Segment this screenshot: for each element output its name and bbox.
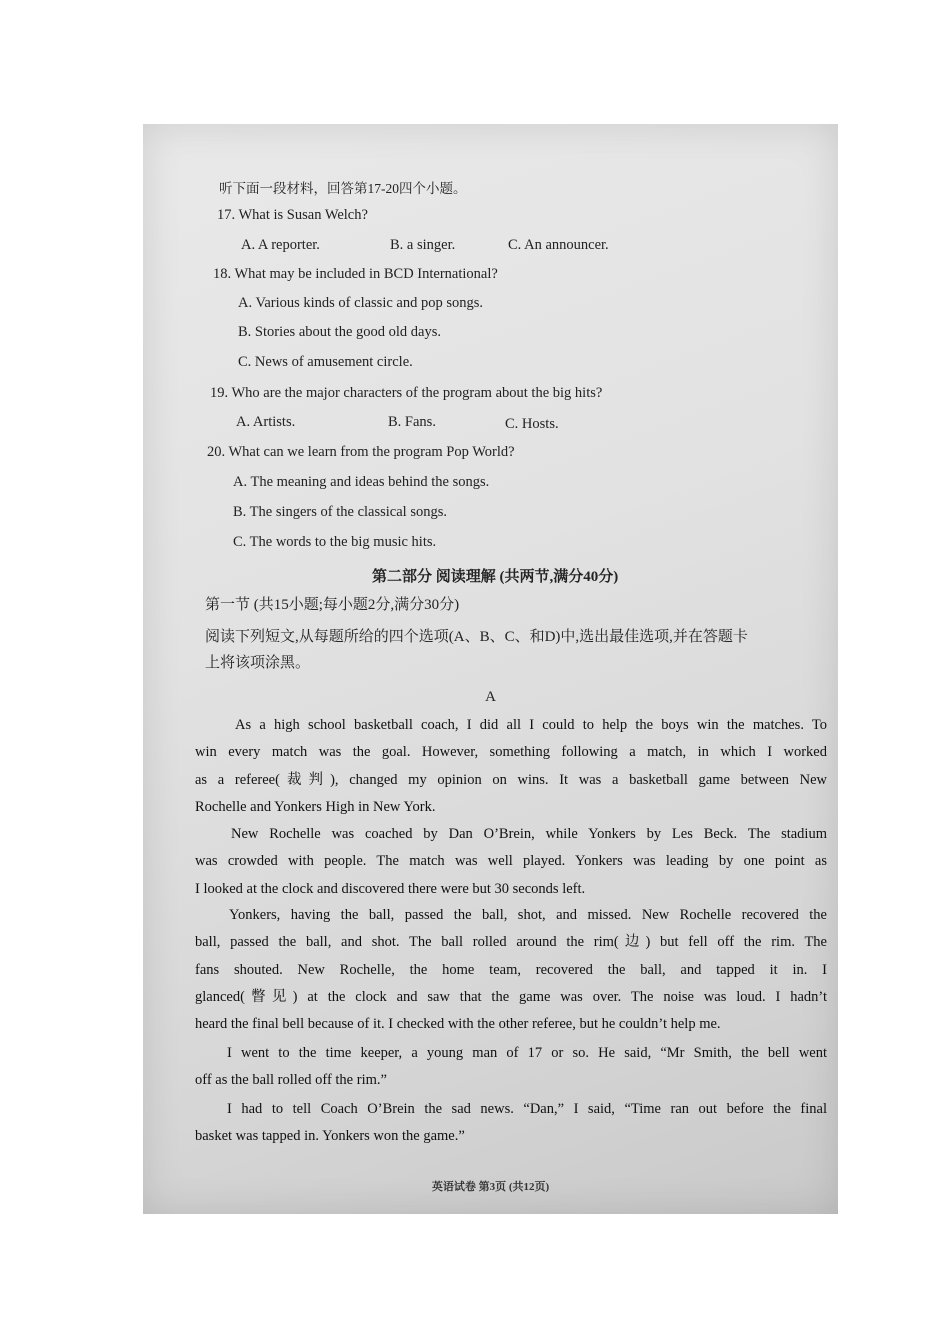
question-17: 17. What is Susan Welch?: [217, 207, 368, 223]
paragraph-line: win every match was the goal. However, something following a match, in which I worked: [195, 744, 827, 761]
q18-option-c: C. News of amusement circle.: [238, 354, 413, 370]
paragraph-line: I went to the time keeper, a young man of 17 or so. He said, “Mr Smith, the bell went: [227, 1045, 827, 1061]
paragraph-line: New Rochelle was coached by Dan O’Brein, while Yonkers by Les Beck. The stadium: [231, 826, 827, 842]
paragraph-line: glanced(瞥见) at the clock and saw that the game was over. The noise was loud. I hadn’t: [195, 988, 827, 1005]
question-18: 18. What may be included in BCD International?: [213, 266, 498, 282]
passage-paragraph-5: [195, 1096, 827, 1151]
paragraph-line: off as the ball rolled off the rim.”: [195, 1072, 387, 1089]
question-20: 20. What can we learn from the program Pop World?: [207, 444, 515, 460]
q20-option-a: A. The meaning and ideas behind the songs.: [233, 474, 490, 490]
paragraph-line: fans shouted. New Rochelle, the home team, recovered the ball, and tapped it in. I: [195, 961, 827, 978]
paragraph-line: Yonkers, having the ball, passed the ball, shot, and missed. New Rochelle recovered the: [229, 907, 827, 923]
reading-instruction-line-2: 上将该项涂黑。: [205, 655, 311, 671]
exam-page-photo: [143, 124, 838, 1214]
paragraph-line: I looked at the clock and discovered there were but 30 seconds left.: [195, 880, 586, 897]
passage-paragraph-2: [195, 821, 827, 903]
paragraph-line: heard the final bell because of it. I checked with the other referee, but he couldn’t help me.: [195, 1016, 721, 1033]
passage-paragraph-3: [195, 902, 827, 1038]
q17-option-a: A. A reporter.: [241, 237, 320, 253]
q17-option-c: C. An announcer.: [508, 237, 609, 253]
passage-paragraph-1: [195, 712, 827, 821]
passage-label: A: [485, 689, 496, 705]
paragraph-line: basket was tapped in. Yonkers won the game.”: [195, 1128, 465, 1145]
paragraph-line: As a high school basketball coach, I did all I could to help the boys win the matches. To: [235, 717, 827, 733]
q17-option-b: B. a singer.: [390, 237, 456, 253]
paragraph-line: I had to tell Coach O’Brein the sad news. “Dan,” I said, “Time ran out before the final: [227, 1101, 827, 1117]
paragraph-line: was crowded with people. The match was well played. Yonkers was leading by one point as: [195, 853, 827, 870]
paragraph-line: ball, passed the ball, and shot. The ball rolled around the rim(边) but fell off the rim. The: [195, 934, 827, 951]
q19-option-c: C. Hosts.: [505, 416, 559, 432]
page-footer: 英语试卷 第3页 (共12页): [431, 1181, 550, 1193]
q18-option-b: B. Stories about the good old days.: [238, 324, 441, 340]
listening-instruction: 听下面一段材料，回答第17-20四个小题。: [219, 181, 467, 196]
passage-paragraph-4: [195, 1040, 827, 1095]
part-two-title: 第二部分 阅读理解 (共两节,满分40分): [372, 569, 619, 585]
paragraph-line: Rochelle and Yonkers High in New York.: [195, 798, 436, 815]
q18-option-a: A. Various kinds of classic and pop songs.: [238, 295, 484, 311]
q20-option-b: B. The singers of the classical songs.: [233, 504, 447, 520]
q20-option-c: C. The words to the big music hits.: [233, 534, 437, 550]
q19-option-b: B. Fans.: [388, 414, 436, 430]
question-19: 19. Who are the major characters of the program about the big hits?: [210, 385, 603, 401]
q19-option-a: A. Artists.: [236, 414, 296, 430]
reading-instruction-line-1: 阅读下列短文,从每题所给的四个选项(A、B、C、和D)中,选出最佳选项,并在答题卡: [205, 629, 748, 645]
paragraph-line: as a referee(裁判), changed my opinion on wins. It was a basketball game between New: [195, 771, 827, 788]
section-one-title: 第一节 (共15小题;每小题2分,满分30分): [205, 597, 460, 613]
